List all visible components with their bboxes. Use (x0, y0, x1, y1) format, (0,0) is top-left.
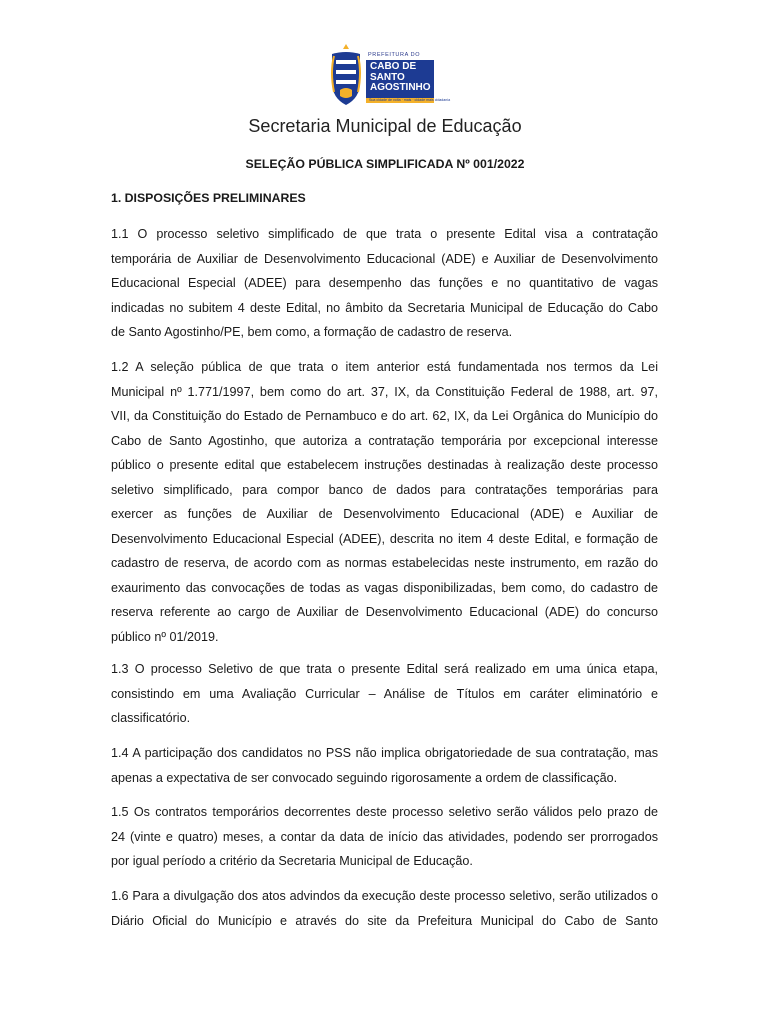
paragraph-line: 1.5 Os contratos temporários decorrentes deste processo seletivo serão válidos pelo prazo de (111, 805, 658, 819)
paragraph-line: 1.4 A participação dos candidatos no PSS não implica obrigatoriedade de sua contratação, mas (111, 746, 658, 760)
paragraph-line: Desenvolvimento Educacional Especial (ADEE), descrita no item 4 deste Edital, e formação de (111, 531, 658, 546)
paragraph-line: 1.3 O processo Seletivo de que trata o presente Edital será realizado em uma única etapa, (111, 662, 658, 676)
logo-city-name (366, 60, 434, 98)
paragraph (111, 657, 658, 731)
paragraph-line: VII, da Constituição do Estado de Pernambuco e do art. 62, IX, da Lei Orgânica do Município do (111, 409, 658, 423)
logo-line-3: AGOSTINHO (370, 82, 431, 93)
paragraph-line: cadastro de reserva, de acordo com as normas estabelecidas neste instrumento, em razão do (111, 556, 658, 570)
logo-line-1: CABO DE (370, 61, 417, 72)
paragraph (111, 800, 658, 874)
paragraph-line: Municipal nº 1.771/1997, bem como do art. 37, IX, da Constituição Federal de 1988, art. 97, (111, 384, 658, 399)
logo-line-2: SANTO (370, 71, 405, 83)
paragraph (111, 222, 658, 345)
document-subtitle: SELEÇÃO PÚBLICA SIMPLIFICADA Nº 001/2022 (245, 157, 525, 171)
paragraph-line: exercer as funções de Auxiliar de Desenvolvimento Educacional (ADE) e Auxiliar de (111, 507, 658, 521)
paragraph-line: reserva referente ao cargo de Auxiliar de Desenvolvimento Educacional (ADE) do concurso (111, 605, 658, 619)
paragraph-line: público nº 01/2019. (111, 629, 219, 644)
paragraph-line: 1.1 O processo seletivo simplificado de que trata o presente Edital visa a contratação (111, 227, 658, 241)
paragraph-line: público o presente edital que estabelecem instruções destinadas à realização deste processo (111, 458, 658, 472)
paragraph-line: 1.2 A seleção pública de que trata o item anterior está fundamentada nos termos da Lei (111, 360, 658, 374)
paragraph-line: classificatório. (111, 711, 191, 725)
coat-of-arms-icon (326, 42, 366, 108)
paragraph-line: exaurimento das convocações de todas as vagas disponibilizadas, bem como, do cadastro de (111, 580, 658, 595)
paragraph-line: Diário Oficial do Município e através do site da Prefeitura Municipal do Cabo de Santo (111, 913, 658, 928)
paragraph-line: por igual período a critério da Secretaria Municipal de Educação. (111, 854, 473, 868)
paragraph-line: indicadas no subitem 4 deste Edital, no âmbito da Secretaria Municipal de Educação do Cabo (111, 300, 658, 315)
paragraph-line: consistindo em uma Avaliação Curricular – Análise de Títulos em caráter eliminatório e (111, 686, 658, 701)
page-title: Secretaria Municipal de Educação (248, 116, 522, 136)
section-heading: 1. DISPOSIÇÕES PRELIMINARES (111, 191, 306, 205)
paragraph (111, 741, 658, 790)
prefeitura-logo (326, 42, 451, 108)
paragraph (111, 355, 658, 649)
paragraph-line: temporária de Auxiliar de Desenvolvimento Educacional (ADE) e Auxiliar de Desenvolvimento (111, 251, 658, 266)
paragraph-line: Cabo de Santo Agostinho, que autoriza a contratação temporária por excepcional interesse (111, 433, 658, 448)
paragraph-line: Educacional Especial (ADEE) para desempenho das funções e no quantitativo de vagas (111, 276, 658, 290)
paragraph-line: seletivo simplificado, para compor banco de dados para contratações temporárias para (111, 482, 658, 497)
paragraph-line: apenas a expectativa de ser convocado seguindo rigorosamente a ordem de classificação. (111, 770, 618, 785)
paragraph-line: 1.6 Para a divulgação dos atos advindos da execução deste processo seletivo, serão utilizados o (111, 889, 658, 903)
paragraph-line: 24 (vinte e quatro) meses, a contar da data de início das atividades, podendo ser prorrogados (111, 829, 658, 844)
logo-prefeitura-label: PREFEITURA DO (368, 52, 421, 58)
paragraph-line: de Santo Agostinho/PE, bem como, a formação de cadastro de reserva. (111, 325, 513, 339)
logo-tagline: Sua cidade de volta · mais · cidade mais cidadania (366, 98, 434, 103)
paragraph (111, 884, 658, 933)
